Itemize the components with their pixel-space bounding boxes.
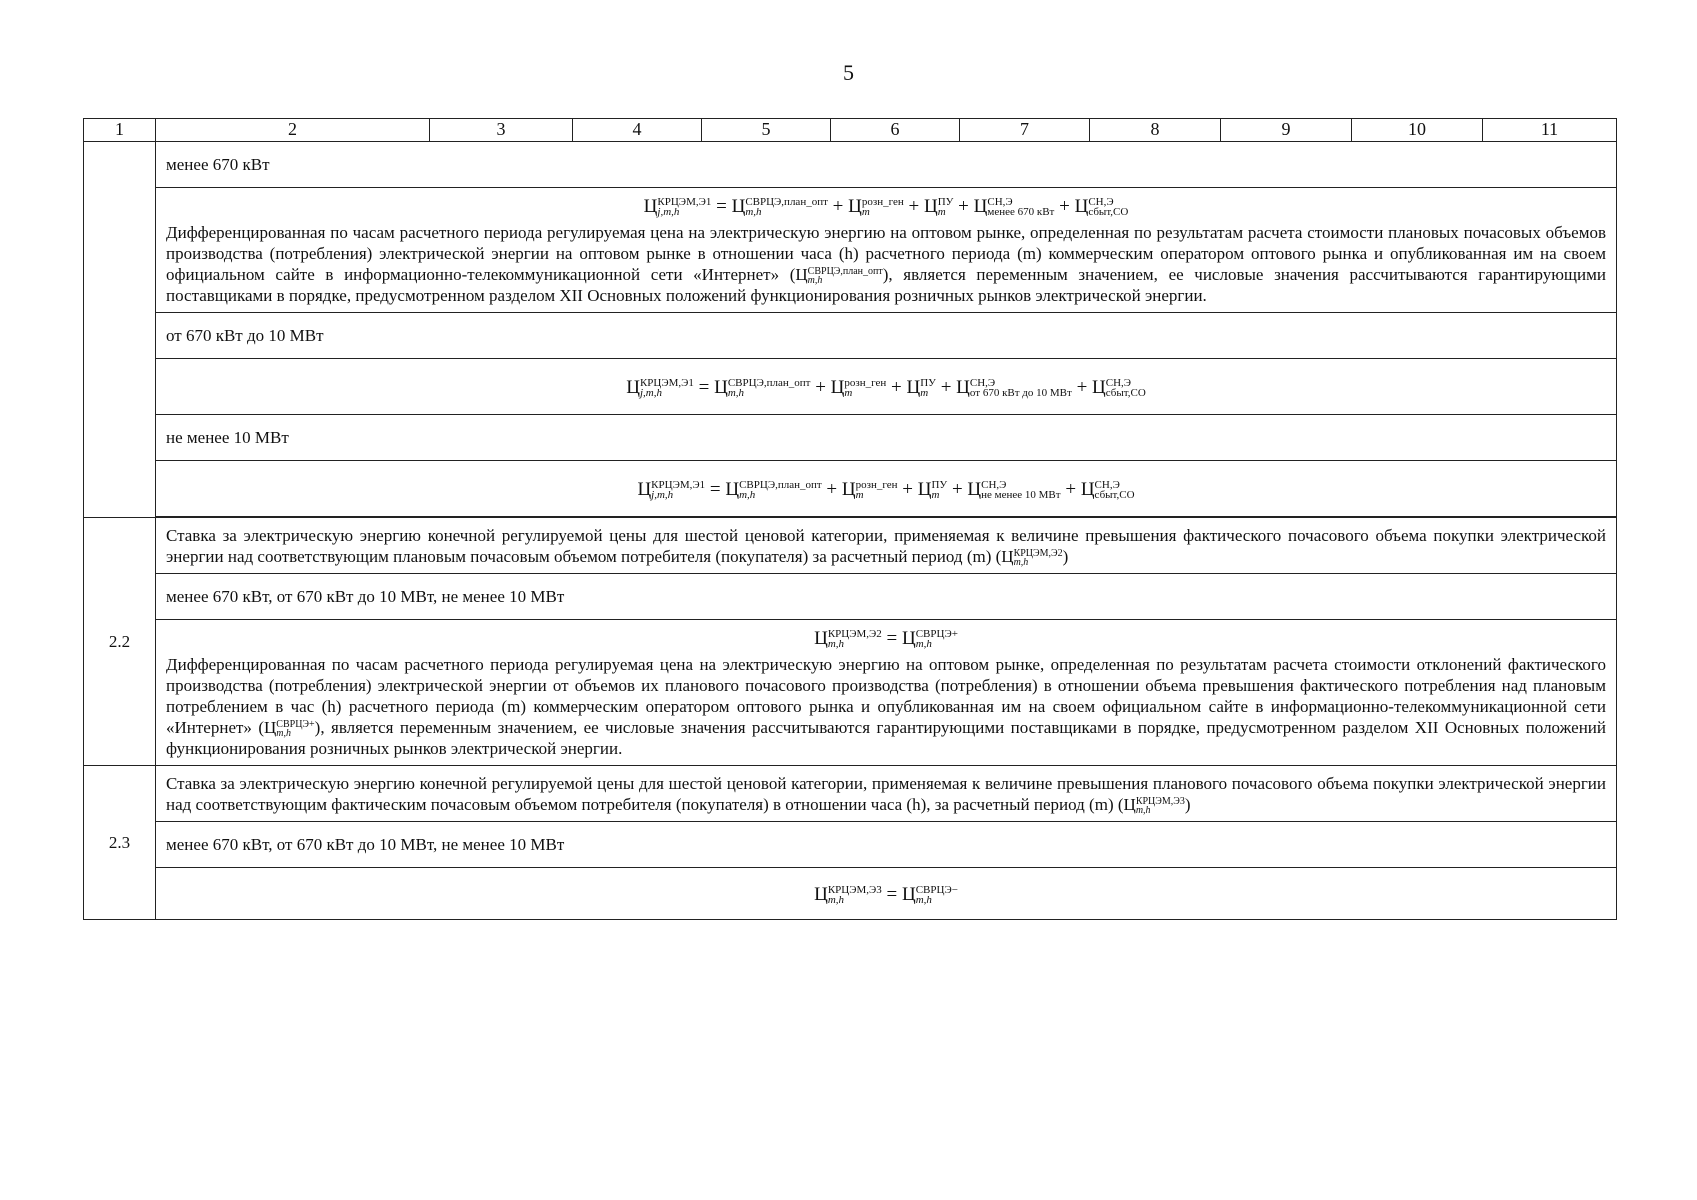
column-header: 6 — [831, 119, 960, 142]
rate-description: Ставка за электрическую энергию конечной регулируемой цены для шестой ценовой категории, применяемая к величине превышения планового почасового объема покупки электрической энергии над соответствующим фактическим почасовым объемом потребителя (покупателя) в отношении часа (h), за расчетный период (m) (Ц КРЦЭМ,Э3 m,h ) — [156, 766, 1617, 822]
column-header: 8 — [1090, 119, 1221, 142]
column-header: 11 — [1483, 119, 1617, 142]
formula-less-670: Ц КРЦЭМ,Э1 j,m,h = Ц СВРЦЭ,план_опт m,h + Ц розн_ген m + Ц ПУ m + Ц СН,Э менее 670 кВт + Ц СН,Э сбыт,СО — [643, 196, 1129, 218]
formula-e2: Ц КРЦЭМ,Э2 m,h = Ц СВРЦЭ+ m,h — [814, 628, 958, 650]
column-header: 10 — [1352, 119, 1483, 142]
power-range-label: менее 670 кВт, от 670 кВт до 10 МВт, не менее 10 МВт — [156, 574, 1617, 620]
column-header: 4 — [573, 119, 702, 142]
description-paragraph: Дифференцированная по часам расчетного периода регулируемая цена на электрическую энергию на оптовом рынке, определенная по результатам расчета стоимости плановых почасовых объемов производства (потребления) электрической энергии на оптовом рынке в отношении часа (h) расчетного периода (m) коммерческим оператором оптового рынка и опубликованная им на своем официальном сайте в информационно-телекоммуникационной сети «Интернет» (Ц СВРЦЭ,план_опт m,h ), является переменным значением, ее числовые значения рассчитываются гарантирующими поставщиками в порядке, предусмотренном разделом XII Основных положений функционирования розничных рынков электрической энергии. — [166, 223, 1606, 305]
formula-cell — [156, 620, 1617, 766]
formula-cell — [156, 188, 1617, 313]
description-paragraph: Дифференцированная по часам расчетного периода регулируемая цена на электрическую энергию на оптовом рынке, определенная по результатам расчета стоимости отклонений фактического производства (потребления) электрической энергии от объемов их планового почасового производства (потребления) в отношении объема превышения фактического потребления над плановым потреблением в час (h) расчетного периода (m) коммерческим оператором оптового рынка и опубликованная им на своем официальном сайте в информационно-телекоммуникационной сети «Интернет» (Ц СВРЦЭ+ m,h ), является переменным значением, ее числовые значения рассчитываются гарантирующими поставщиками в порядке, предусмотренном разделом XII Основных положений функционирования розничных рынков электрической энергии. — [166, 655, 1606, 758]
formula-670-to-10: Ц КРЦЭМ,Э1 j,m,h = Ц СВРЦЭ,план_опт m,h + Ц розн_ген m + Ц ПУ m + Ц СН,Э от 670 кВт до 10 МВт + Ц СН,Э сбыт,СО — [626, 376, 1146, 399]
formula-cell — [156, 359, 1617, 415]
row-number-cell-empty — [84, 142, 156, 518]
rate-description: Ставка за электрическую энергию конечной регулируемой цены для шестой ценовой категории, применяемая к величине превышения фактического почасового объема покупки электрической энергии над соответствующим плановым почасовым объемом потребителя (покупателя) за расчетный период (m) (Ц КРЦЭМ,Э2 m,h ) — [156, 518, 1617, 574]
column-header: 9 — [1221, 119, 1352, 142]
power-range-label: менее 670 кВт — [156, 142, 1617, 188]
page-number: 5 — [843, 60, 854, 85]
tariff-table — [83, 118, 1617, 920]
power-range-label: от 670 кВт до 10 МВт — [156, 313, 1617, 359]
formula-cell — [156, 868, 1617, 920]
formula-e3: Ц КРЦЭМ,Э3 m,h = Ц СВРЦЭ− m,h — [814, 883, 958, 906]
power-range-label: менее 670 кВт, от 670 кВт до 10 МВт, не менее 10 МВт — [156, 822, 1617, 868]
formula-cell — [156, 461, 1617, 517]
column-header: 3 — [430, 119, 573, 142]
row-number: 2.2 — [84, 518, 156, 766]
column-header: 7 — [960, 119, 1090, 142]
column-header: 5 — [702, 119, 831, 142]
formula-ge-10: Ц КРЦЭМ,Э1 j,m,h = Ц СВРЦЭ,план_опт m,h + Ц розн_ген m + Ц ПУ m + Ц СН,Э не менее 10 МВт + Ц СН,Э сбыт,СО — [637, 478, 1135, 501]
row-number: 2.3 — [84, 766, 156, 920]
power-range-label: не менее 10 МВт — [156, 415, 1617, 461]
column-header: 2 — [156, 119, 430, 142]
column-header: 1 — [84, 119, 156, 142]
header-row — [84, 119, 1617, 142]
